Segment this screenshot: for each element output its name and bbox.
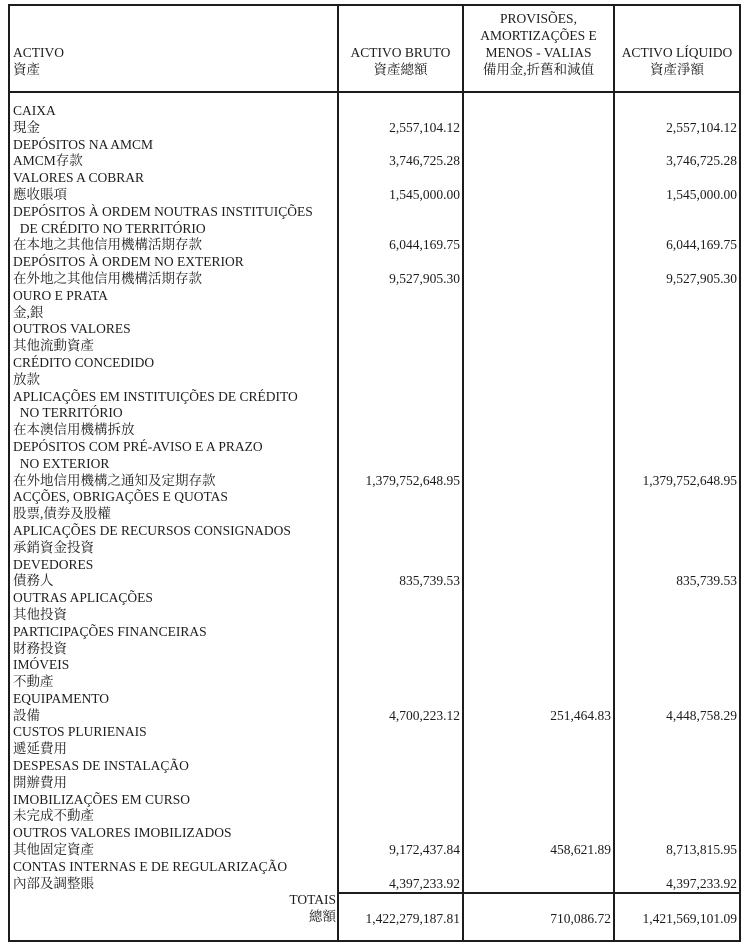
cell-provisoes [464, 540, 615, 557]
cell-activo-liquido [615, 103, 739, 120]
row-label: 不動產 [10, 674, 339, 691]
item-line-pt [10, 355, 739, 372]
cell-provisoes [464, 691, 615, 708]
row-label: DEPÓSITOS À ORDEM NO EXTERIOR [10, 254, 339, 271]
item-line-pt [10, 389, 739, 406]
row-label: 內部及調整賬 [10, 876, 339, 893]
cell-activo-liquido: 2,557,104.12 [666, 119, 737, 135]
cell-activo-liquido [615, 624, 739, 641]
cell-activo-bruto [339, 389, 464, 406]
item-line-pt [10, 221, 739, 238]
cell-provisoes [464, 271, 615, 288]
cell-provisoes [464, 506, 615, 523]
cell-activo-bruto [339, 338, 464, 355]
item-line-zh [10, 338, 739, 355]
item-line-pt [10, 724, 739, 741]
cell-activo-liquido [615, 338, 739, 355]
cell-provisoes [464, 422, 615, 439]
cell-activo-bruto [339, 825, 464, 842]
totals-bruto: 1,422,279,187.81 [339, 892, 464, 940]
item-line-zh [10, 372, 739, 389]
cell-provisoes [464, 557, 615, 574]
row-label: 放款 [10, 372, 339, 389]
cell-activo-liquido [615, 137, 739, 154]
item-line-pt [10, 204, 739, 221]
row-label: OUTROS VALORES IMOBILIZADOS [10, 825, 339, 842]
header-provisoes-zh: 備用金,折舊和減值 [482, 62, 595, 77]
cell-activo-liquido [615, 355, 739, 372]
cell-activo-bruto [339, 103, 464, 120]
cell-activo-liquido: 1,545,000.00 [666, 186, 737, 202]
cell-activo-bruto [339, 489, 464, 506]
cell-provisoes [464, 372, 615, 389]
cell-provisoes [464, 641, 615, 658]
cell-provisoes [464, 724, 615, 741]
cell-provisoes: 458,621.89 [464, 842, 615, 859]
item-line-pt [10, 590, 739, 607]
cell-activo-liquido: 4,397,233.92 [666, 875, 737, 891]
cell-provisoes [464, 456, 615, 473]
asset-table-body [10, 93, 739, 940]
cell-activo-bruto: 6,044,169.75 [339, 237, 464, 254]
item-line-pt [10, 103, 739, 120]
cell-activo-bruto [339, 305, 464, 322]
cell-activo-bruto [339, 792, 464, 809]
cell-activo-bruto [339, 657, 464, 674]
cell-activo-liquido [615, 808, 739, 825]
item-line-pt [10, 405, 739, 422]
cell-activo-bruto [339, 204, 464, 221]
header-activo [10, 6, 339, 91]
cell-activo-liquido [615, 170, 739, 187]
cell-activo-liquido [615, 758, 739, 775]
cell-activo-bruto: 4,700,223.12 [339, 708, 464, 725]
item-line-zh [10, 876, 739, 893]
row-label: IMOBILIZAÇÕES EM CURSO [10, 792, 339, 809]
cell-provisoes [464, 607, 615, 624]
cell-activo-liquido [615, 456, 739, 473]
cell-activo-bruto [339, 808, 464, 825]
row-label: CONTAS INTERNAS E DE REGULARIZAÇÃO [10, 859, 339, 876]
row-label: OURO E PRATA [10, 288, 339, 305]
cell-provisoes [464, 876, 615, 893]
cell-provisoes [464, 254, 615, 271]
row-label: 現金 [10, 120, 339, 137]
item-line-pt [10, 825, 739, 842]
cell-provisoes [464, 657, 615, 674]
cell-activo-bruto: 1,379,752,648.95 [339, 473, 464, 490]
cell-activo-bruto: 835,739.53 [339, 573, 464, 590]
cell-provisoes [464, 741, 615, 758]
row-label: DEVEDORES [10, 557, 339, 574]
item-line-pt [10, 523, 739, 540]
row-label: 其他流動資產 [10, 338, 339, 355]
cell-activo-liquido [615, 372, 739, 389]
cell-activo-liquido [615, 792, 739, 809]
row-label: 開辦費用 [10, 775, 339, 792]
cell-provisoes [464, 187, 615, 204]
header-activo-bruto [339, 6, 464, 91]
item-line-zh [10, 775, 739, 792]
row-label: 其他固定資產 [10, 842, 339, 859]
header-provisoes-pt-line3: MENOS - VALIAS [485, 45, 592, 60]
cell-activo-liquido: 835,739.53 [676, 573, 737, 589]
cell-provisoes [464, 103, 615, 120]
item-line-pt [10, 557, 739, 574]
item-line-pt [10, 859, 739, 876]
cell-provisoes [464, 674, 615, 691]
item-line-zh [10, 674, 739, 691]
cell-activo-bruto [339, 557, 464, 574]
row-label: 設備 [10, 708, 339, 725]
cell-activo-bruto [339, 641, 464, 658]
cell-provisoes [464, 170, 615, 187]
item-line-zh [10, 573, 739, 590]
header-activo-liquido [615, 6, 739, 91]
item-line-zh [10, 237, 739, 254]
header-activo-pt: ACTIVO [13, 45, 64, 60]
cell-provisoes [464, 153, 615, 170]
totals-label [10, 892, 339, 940]
item-line-pt [10, 137, 739, 154]
cell-provisoes [464, 792, 615, 809]
cell-activo-liquido [615, 775, 739, 792]
header-bruto-zh: 資產總額 [373, 62, 428, 77]
item-line-zh [10, 842, 739, 859]
cell-activo-bruto [339, 741, 464, 758]
balance-sheet-table [8, 4, 741, 942]
cell-provisoes [464, 355, 615, 372]
item-line-pt [10, 439, 739, 456]
cell-activo-liquido [615, 641, 739, 658]
cell-activo-liquido [615, 254, 739, 271]
cell-provisoes [464, 523, 615, 540]
cell-activo-bruto [339, 674, 464, 691]
cell-activo-bruto [339, 405, 464, 422]
item-line-pt [10, 792, 739, 809]
item-line-pt [10, 758, 739, 775]
cell-activo-bruto [339, 607, 464, 624]
item-line-zh [10, 607, 739, 624]
cell-provisoes [464, 389, 615, 406]
cell-activo-liquido [615, 321, 739, 338]
cell-activo-liquido [615, 607, 739, 624]
cell-activo-liquido [615, 489, 739, 506]
row-label: ACÇÕES, OBRIGAÇÕES E QUOTAS [10, 489, 339, 506]
cell-activo-liquido: 1,379,752,648.95 [642, 472, 737, 488]
cell-provisoes [464, 338, 615, 355]
row-label: VALORES A COBRAR [10, 170, 339, 187]
cell-activo-bruto: 3,746,725.28 [339, 153, 464, 170]
item-line-pt [10, 321, 739, 338]
header-activo-zh: 資產 [13, 62, 40, 77]
cell-activo-liquido: 6,044,169.75 [666, 237, 737, 253]
cell-activo-bruto: 9,172,437.84 [339, 842, 464, 859]
row-label: NO TERRITÓRIO [10, 405, 339, 422]
row-label: NO EXTERIOR [10, 456, 339, 473]
item-line-zh [10, 506, 739, 523]
row-label: 應收賬項 [10, 187, 339, 204]
cell-activo-bruto [339, 540, 464, 557]
cell-activo-liquido [615, 691, 739, 708]
cell-provisoes [464, 305, 615, 322]
item-line-zh [10, 473, 739, 490]
cell-activo-bruto [339, 758, 464, 775]
cell-activo-liquido [615, 305, 739, 322]
cell-activo-bruto [339, 321, 464, 338]
cell-activo-bruto [339, 724, 464, 741]
cell-activo-liquido: 3,746,725.28 [666, 153, 737, 169]
header-liquido-zh: 資產淨額 [650, 62, 704, 77]
cell-activo-liquido: 9,527,905.30 [666, 270, 737, 286]
row-label: 未完成不動產 [10, 808, 339, 825]
cell-activo-bruto [339, 506, 464, 523]
cell-activo-bruto [339, 624, 464, 641]
cell-activo-liquido [615, 389, 739, 406]
cell-activo-bruto: 9,527,905.30 [339, 271, 464, 288]
cell-activo-liquido [615, 221, 739, 238]
header-bruto-pt: ACTIVO BRUTO [350, 45, 451, 60]
row-label: DE CRÉDITO NO TERRITÓRIO [10, 221, 339, 238]
body-top-spacer [10, 93, 739, 103]
row-label: CRÉDITO CONCEDIDO [10, 355, 339, 372]
item-line-zh [10, 187, 739, 204]
item-line-zh [10, 153, 739, 170]
item-line-pt [10, 456, 739, 473]
item-line-zh [10, 808, 739, 825]
cell-activo-bruto: 4,397,233.92 [339, 876, 464, 893]
item-line-pt [10, 170, 739, 187]
cell-activo-liquido [615, 674, 739, 691]
cell-provisoes [464, 405, 615, 422]
row-label: OUTRAS APLICAÇÕES [10, 590, 339, 607]
totals-row [10, 892, 739, 940]
item-line-pt [10, 489, 739, 506]
cell-provisoes [464, 489, 615, 506]
cell-provisoes [464, 808, 615, 825]
cell-provisoes [464, 237, 615, 254]
cell-provisoes [464, 321, 615, 338]
row-label: APLICAÇÕES DE RECURSOS CONSIGNADOS [10, 523, 339, 540]
cell-activo-bruto [339, 590, 464, 607]
cell-provisoes [464, 439, 615, 456]
table-header [10, 6, 739, 93]
totals-label-pt: TOTAIS [289, 892, 336, 908]
totals-provisoes: 710,086.72 [464, 892, 615, 940]
row-label: 承銷資金投資 [10, 540, 339, 557]
row-label: 在外地之其他信用機構活期存款 [10, 271, 339, 288]
item-line-zh [10, 305, 739, 322]
cell-activo-liquido [615, 540, 739, 557]
header-provisoes-pt-line1: PROVISÕES, [500, 11, 577, 26]
row-label: PARTICIPAÇÕES FINANCEIRAS [10, 624, 339, 641]
totals-label-zh: 總額 [309, 909, 336, 925]
cell-provisoes [464, 590, 615, 607]
cell-activo-bruto [339, 372, 464, 389]
row-label: OUTROS VALORES [10, 321, 339, 338]
cell-provisoes [464, 473, 615, 490]
item-line-zh [10, 271, 739, 288]
cell-activo-liquido: 4,448,758.29 [666, 707, 737, 723]
row-label: 在本地之其他信用機構活期存款 [10, 237, 339, 254]
cell-activo-bruto [339, 221, 464, 238]
cell-activo-bruto [339, 137, 464, 154]
cell-activo-liquido [615, 506, 739, 523]
cell-activo-liquido [615, 590, 739, 607]
row-label: 在外地信用機構之通知及定期存款 [10, 473, 339, 490]
cell-activo-bruto [339, 422, 464, 439]
header-liquido-pt: ACTIVO LÍQUIDO [621, 45, 733, 60]
cell-provisoes [464, 573, 615, 590]
row-label: 股票,債券及股權 [10, 506, 339, 523]
cell-provisoes [464, 775, 615, 792]
row-label: DESPESAS DE INSTALAÇÃO [10, 758, 339, 775]
cell-activo-bruto [339, 523, 464, 540]
cell-provisoes [464, 120, 615, 137]
cell-activo-bruto [339, 775, 464, 792]
cell-activo-liquido [615, 523, 739, 540]
cell-activo-liquido: 8,713,815.95 [666, 842, 737, 858]
cell-activo-bruto [339, 859, 464, 876]
item-line-zh [10, 422, 739, 439]
cell-provisoes [464, 221, 615, 238]
row-label: CAIXA [10, 103, 339, 120]
cell-activo-bruto [339, 691, 464, 708]
cell-activo-liquido [615, 741, 739, 758]
row-label: DEPÓSITOS NA AMCM [10, 137, 339, 154]
cell-activo-liquido [615, 825, 739, 842]
cell-activo-bruto [339, 456, 464, 473]
cell-provisoes [464, 825, 615, 842]
row-label: 在本澳信用機構拆放 [10, 422, 339, 439]
item-line-zh [10, 641, 739, 658]
row-label: CUSTOS PLURIENAIS [10, 724, 339, 741]
cell-provisoes [464, 137, 615, 154]
row-label: 其他投資 [10, 607, 339, 624]
cell-provisoes [464, 204, 615, 221]
cell-activo-bruto [339, 170, 464, 187]
item-line-zh [10, 708, 739, 725]
item-line-pt [10, 624, 739, 641]
cell-provisoes [464, 758, 615, 775]
cell-activo-liquido [615, 557, 739, 574]
cell-activo-bruto [339, 254, 464, 271]
cell-provisoes [464, 859, 615, 876]
item-line-pt [10, 657, 739, 674]
row-label: 財務投資 [10, 641, 339, 658]
item-line-pt [10, 691, 739, 708]
row-label: 金,銀 [10, 305, 339, 322]
item-line-zh [10, 120, 739, 137]
cell-provisoes: 251,464.83 [464, 708, 615, 725]
item-line-pt [10, 254, 739, 271]
row-label: AMCM存款 [10, 153, 339, 170]
cell-activo-bruto [339, 288, 464, 305]
row-label: 遞延費用 [10, 741, 339, 758]
totals-liquido: 1,421,569,101.09 [615, 892, 739, 940]
cell-provisoes [464, 624, 615, 641]
row-label: DEPÓSITOS À ORDEM NOUTRAS INSTITUIÇÕES [10, 204, 339, 221]
row-label: EQUIPAMENTO [10, 691, 339, 708]
row-label: APLICAÇÕES EM INSTITUIÇÕES DE CRÉDITO [10, 389, 339, 406]
cell-activo-bruto [339, 439, 464, 456]
cell-activo-liquido [615, 422, 739, 439]
header-provisoes-pt-line2: AMORTIZAÇÕES E [480, 28, 597, 43]
cell-activo-liquido [615, 405, 739, 422]
cell-activo-liquido [615, 724, 739, 741]
header-provisoes [464, 6, 615, 91]
row-label: DEPÓSITOS COM PRÉ-AVISO E A PRAZO [10, 439, 339, 456]
row-label: 債務人 [10, 573, 339, 590]
row-label: IMÓVEIS [10, 657, 339, 674]
cell-activo-bruto: 2,557,104.12 [339, 120, 464, 137]
cell-activo-liquido [615, 859, 739, 876]
cell-activo-bruto [339, 355, 464, 372]
cell-activo-liquido [615, 204, 739, 221]
item-line-zh [10, 540, 739, 557]
cell-activo-liquido [615, 657, 739, 674]
cell-activo-bruto: 1,545,000.00 [339, 187, 464, 204]
item-line-zh [10, 741, 739, 758]
cell-activo-liquido [615, 439, 739, 456]
cell-provisoes [464, 288, 615, 305]
cell-activo-liquido [615, 288, 739, 305]
item-line-pt [10, 288, 739, 305]
